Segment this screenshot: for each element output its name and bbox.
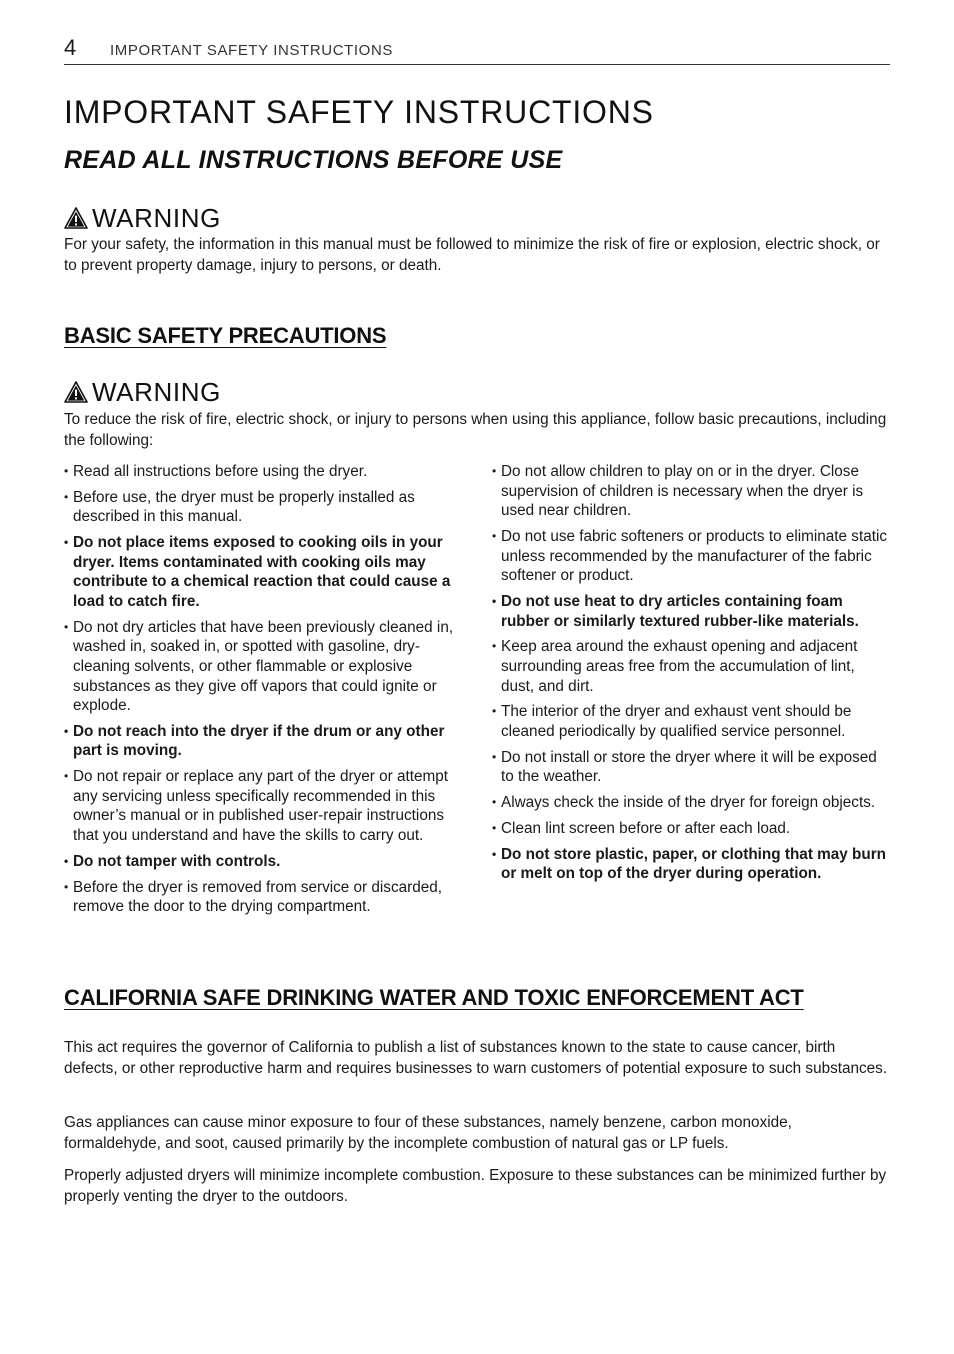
page-subtitle: READ ALL INSTRUCTIONS BEFORE USE <box>64 146 563 174</box>
warning-heading-2 <box>64 377 221 407</box>
list-item: • Do not place items exposed to cooking oils in your dryer. Items contaminated with cooking oils may contribute to a chemical reaction that could cause a load to catch fire. <box>64 533 464 611</box>
california-paragraph: Gas appliances can cause minor exposure to four of these substances, namely benzene, carbon monoxide, formaldehyde, and soot, caused primarily by the incomplete combustion of natural gas or LP fuels. <box>64 1114 792 1152</box>
list-item: • The interior of the dryer and exhaust vent should be cleaned periodically by qualified service personnel. <box>492 702 888 741</box>
list-item: • Before use, the dryer must be properly installed as described in this manual. <box>64 488 464 527</box>
running-header-title: IMPORTANT SAFETY INSTRUCTIONS <box>110 42 393 59</box>
warning-triangle-icon <box>64 381 88 403</box>
list-item: • Do not repair or replace any part of the dryer or attempt any servicing unless specifically recommended in this owner’s manual or in published user-repair instructions that you understand and have the skills to carry out. <box>64 767 464 845</box>
page-number: 4 <box>64 35 77 60</box>
list-item: • Do not store plastic, paper, or clothing that may burn or melt on top of the dryer during operation. <box>492 845 888 884</box>
california-paragraph: Properly adjusted dryers will minimize incomplete combustion. Exposure to these substances can be minimized further by properly venting the dryer to the outdoors. <box>64 1167 887 1205</box>
list-item: • Do not use heat to dry articles containing foam rubber or similarly textured rubber-like materials. <box>492 592 888 631</box>
list-item: • Clean lint screen before or after each load. <box>492 819 888 839</box>
list-item: • Always check the inside of the dryer for foreign objects. <box>492 793 888 813</box>
warning-label: WARNING <box>92 377 221 407</box>
basic-safety-heading: BASIC SAFETY PRECAUTIONS <box>64 323 387 348</box>
warning-heading-1 <box>64 203 221 233</box>
list-item: • Do not install or store the dryer where it will be exposed to the weather. <box>492 748 888 787</box>
precautions-list-left <box>64 462 464 923</box>
warning-text-1: For your safety, the information in this manual must be followed to minimize the risk of fire or explosion, electric shock, or to prevent property damage, injury to persons, or death. <box>64 236 880 274</box>
warning-label: WARNING <box>92 203 221 233</box>
list-item: • Do not use fabric softeners or products to eliminate static unless recommended by the manufacturer of the fabric softener or product. <box>492 527 888 586</box>
california-act-heading: CALIFORNIA SAFE DRINKING WATER AND TOXIC ENFORCEMENT ACT <box>64 985 804 1010</box>
california-paragraph: This act requires the governor of California to publish a list of substances known to the state to cause cancer, birth defects, or other reproductive harm and requires businesses to warn customers of potential exposure to such substances. <box>64 1039 888 1077</box>
running-header <box>64 36 890 65</box>
basic-safety-intro: To reduce the risk of fire, electric shock, or injury to persons when using this appliance, follow basic precautions, including the following: <box>64 411 887 449</box>
warning-triangle-icon <box>64 207 88 229</box>
page-title: IMPORTANT SAFETY INSTRUCTIONS <box>64 94 654 130</box>
precautions-list-right <box>492 462 888 890</box>
list-item: • Do not tamper with controls. <box>64 852 464 872</box>
list-item: • Before the dryer is removed from service or discarded, remove the door to the drying compartment. <box>64 878 464 917</box>
list-item: • Do not dry articles that have been previously cleaned in, washed in, soaked in, or spotted with gasoline, dry-cleaning solvents, or other flammable or explosive substances as they give off vapors that could ignite or explode. <box>64 618 464 716</box>
list-item: • Do not reach into the dryer if the drum or any other part is moving. <box>64 722 464 761</box>
list-item: • Keep area around the exhaust opening and adjacent surrounding areas free from the accumulation of lint, dust, and dirt. <box>492 637 888 696</box>
list-item: • Do not allow children to play on or in the dryer. Close supervision of children is necessary when the dryer is used near children. <box>492 462 888 521</box>
list-item: • Read all instructions before using the dryer. <box>64 462 464 482</box>
